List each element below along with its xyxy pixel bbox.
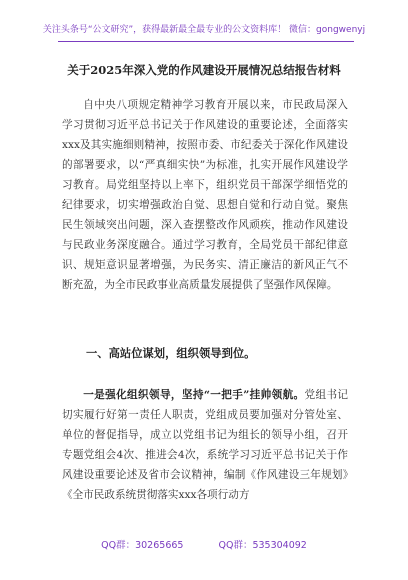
footer-qq-group-2: QQ群：535304092 [218, 540, 307, 551]
header-divider [58, 41, 354, 42]
section-heading: 一、高站位谋划，组织领导到位。 [86, 346, 256, 360]
document-title: 关于2025年深入党的作风建设开展情况总结报告材料 [67, 63, 341, 77]
footer-qq-group-1: QQ群：30265665 [101, 540, 184, 551]
intro-paragraph: 自中央八项规定精神学习教育开展以来，市民政局深入学习贯彻习近平总书记关于作风建设的重要论述，全面落实xxx及其实施细则精神，按照市委、市纪委关于深化作风建设的部署要求，以“严真细实快”为标准，扎实开展作风建设学习教育。局党组坚持以上率下，组织党员干部深学细悟党的纪律要求，切实增强政治自觉、思想自觉和行动自觉。聚焦民生领域突出问题，深入查摆整改作风顽疾，推动作风建设与民政业务深度融合。通过学习教育，全局党员干部纪律意识、规矩意识显著增强，为民务实、清正廉洁的新风正气不断充盈，为全市民政事业高质量发展提供了坚强作风保障。 [62, 99, 348, 291]
paragraph-lead: 一是强化组织领导，坚持“一把手”挂帅领航。 [83, 389, 305, 401]
footer [0, 537, 408, 551]
paragraph-body: 党组书记切实履行好第一责任人职责，党组成员要加强对分管处室、单位的督促指导，成立以党组书记为组长的领导小组，召开专题党组会4次、推进会4次，系统学习习近平总书记关于作风建设重要论述及省市会议精神，编制《作风建设三年规划》《全市民政系统贯彻落实xxx各项行动方 [62, 389, 349, 501]
header-banner: 关注头条号“公文研究”，获得最新最全最专业的公文资料库！ 微信：gongwenyj [42, 25, 366, 35]
body-paragraph [62, 385, 348, 505]
